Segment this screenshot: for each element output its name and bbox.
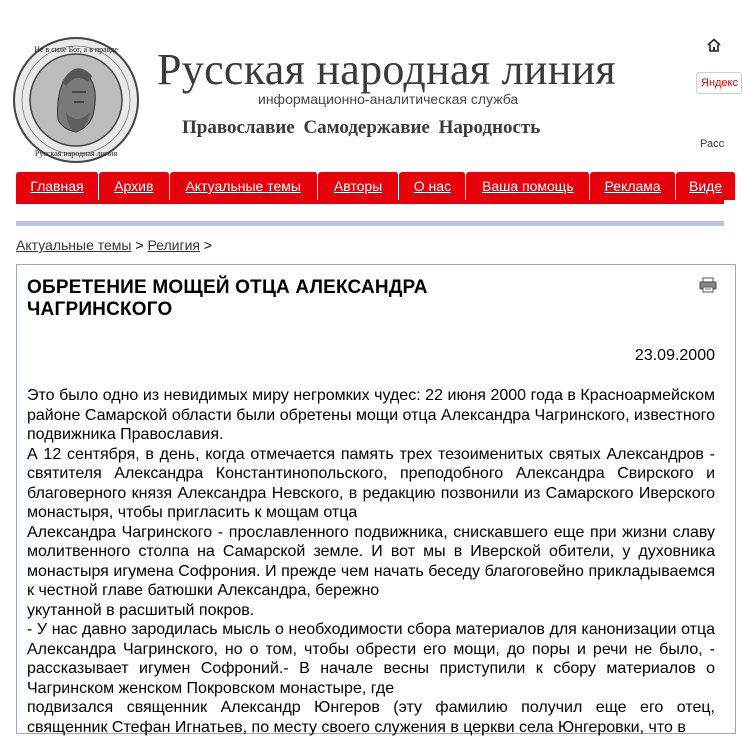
nav-item-authors[interactable]: Авторы <box>318 172 400 200</box>
article-body <box>27 386 715 737</box>
breadcrumb-topics[interactable]: Актуальные темы <box>16 237 132 253</box>
main-nav <box>16 172 736 200</box>
article-paragraph: подвизался священник Александр Юнгеров (эту фамилию получил еще его отец, священник Стефан Игнатьев, по месту своего служения в церкви села Юнгеровки, что в <box>27 699 715 736</box>
side-text: Расс <box>700 138 725 150</box>
yandex-label: Яндекс <box>701 77 738 89</box>
breadcrumb <box>16 237 212 253</box>
nav-item-video[interactable]: Виде <box>676 172 736 200</box>
breadcrumb-separator: > <box>203 237 213 253</box>
article-panel <box>16 264 736 734</box>
svg-text:Не в силе Бог, а в правде: Не в силе Бог, а в правде <box>34 45 118 54</box>
site-motto: Православие Самодержавие Народность <box>182 117 541 138</box>
article-paragraph: А 12 сентября, в день, когда отмечается память трех тезоименитых святых Александров - святителя Александра Константинопольского, преподобного Александра Свирского и благоверного князя Александра Невского, в редакцию позвонили из Самарского Иверского монастыря, чтобы пригласить к мощам отца <box>27 445 715 521</box>
nav-underline <box>16 200 724 204</box>
nav-item-about[interactable]: О нас <box>399 172 466 200</box>
nav-item-topics[interactable]: Актуальные темы <box>170 172 318 200</box>
article-paragraph: Это было одно из невидимых миру негромких чудес: 22 июня 2000 года в Красноармейском районе Самарской области были обретены мощи отца Александра Чагринского, известного подвижника Православия. <box>27 387 715 443</box>
article-paragraph: укутанной в расшитый покров. <box>27 601 255 619</box>
nav-item-archive[interactable]: Архив <box>99 172 170 200</box>
site-title: Русская народная линия <box>157 45 616 94</box>
nav-item-home[interactable]: Главная <box>16 172 99 200</box>
nav-item-donate[interactable]: Ваша помощь <box>466 172 590 200</box>
site-logo[interactable] <box>12 36 140 164</box>
printer-icon[interactable] <box>699 277 717 293</box>
breadcrumb-separator: > <box>135 237 144 253</box>
svg-text:Русская народная линия: Русская народная линия <box>34 149 118 158</box>
yandex-search-box[interactable] <box>696 72 742 94</box>
breadcrumb-religion[interactable]: Религия <box>147 237 200 253</box>
home-icon[interactable] <box>706 38 722 52</box>
nav-item-ads[interactable]: Реклама <box>590 172 676 200</box>
site-subtitle: информационно-аналитическая служба <box>258 91 519 107</box>
site-header <box>0 0 738 172</box>
article-title: ОБРЕТЕНИЕ МОЩЕЙ ОТЦА АЛЕКСАНДРА ЧАГРИНСКОГО <box>27 277 428 320</box>
article-paragraph: - У нас давно зародилась мысль о необходимости сбора материалов для канонизации отца Александра Чагринского, но о том, чтобы обрести его мощи, до поры и речи не было, - рассказывает игумен Софроний.- В начале весны приступили к сбору материалов о Чагринском женском Покровском монастыре, где <box>27 621 715 697</box>
divider-rule <box>16 221 724 226</box>
article-date: 23.09.2000 <box>634 347 715 364</box>
article-paragraph: Александра Чагринского - прославленного подвижника, снискавшего еще при жизни славу молитвенного столпа на Самарской земле. И вот мы в Иверской обители, у духовника монастыря игумена Софрония. И прежде чем начать беседу благоговейно прикладываемся к честной главе батюшки Александра, бережно <box>27 523 715 599</box>
